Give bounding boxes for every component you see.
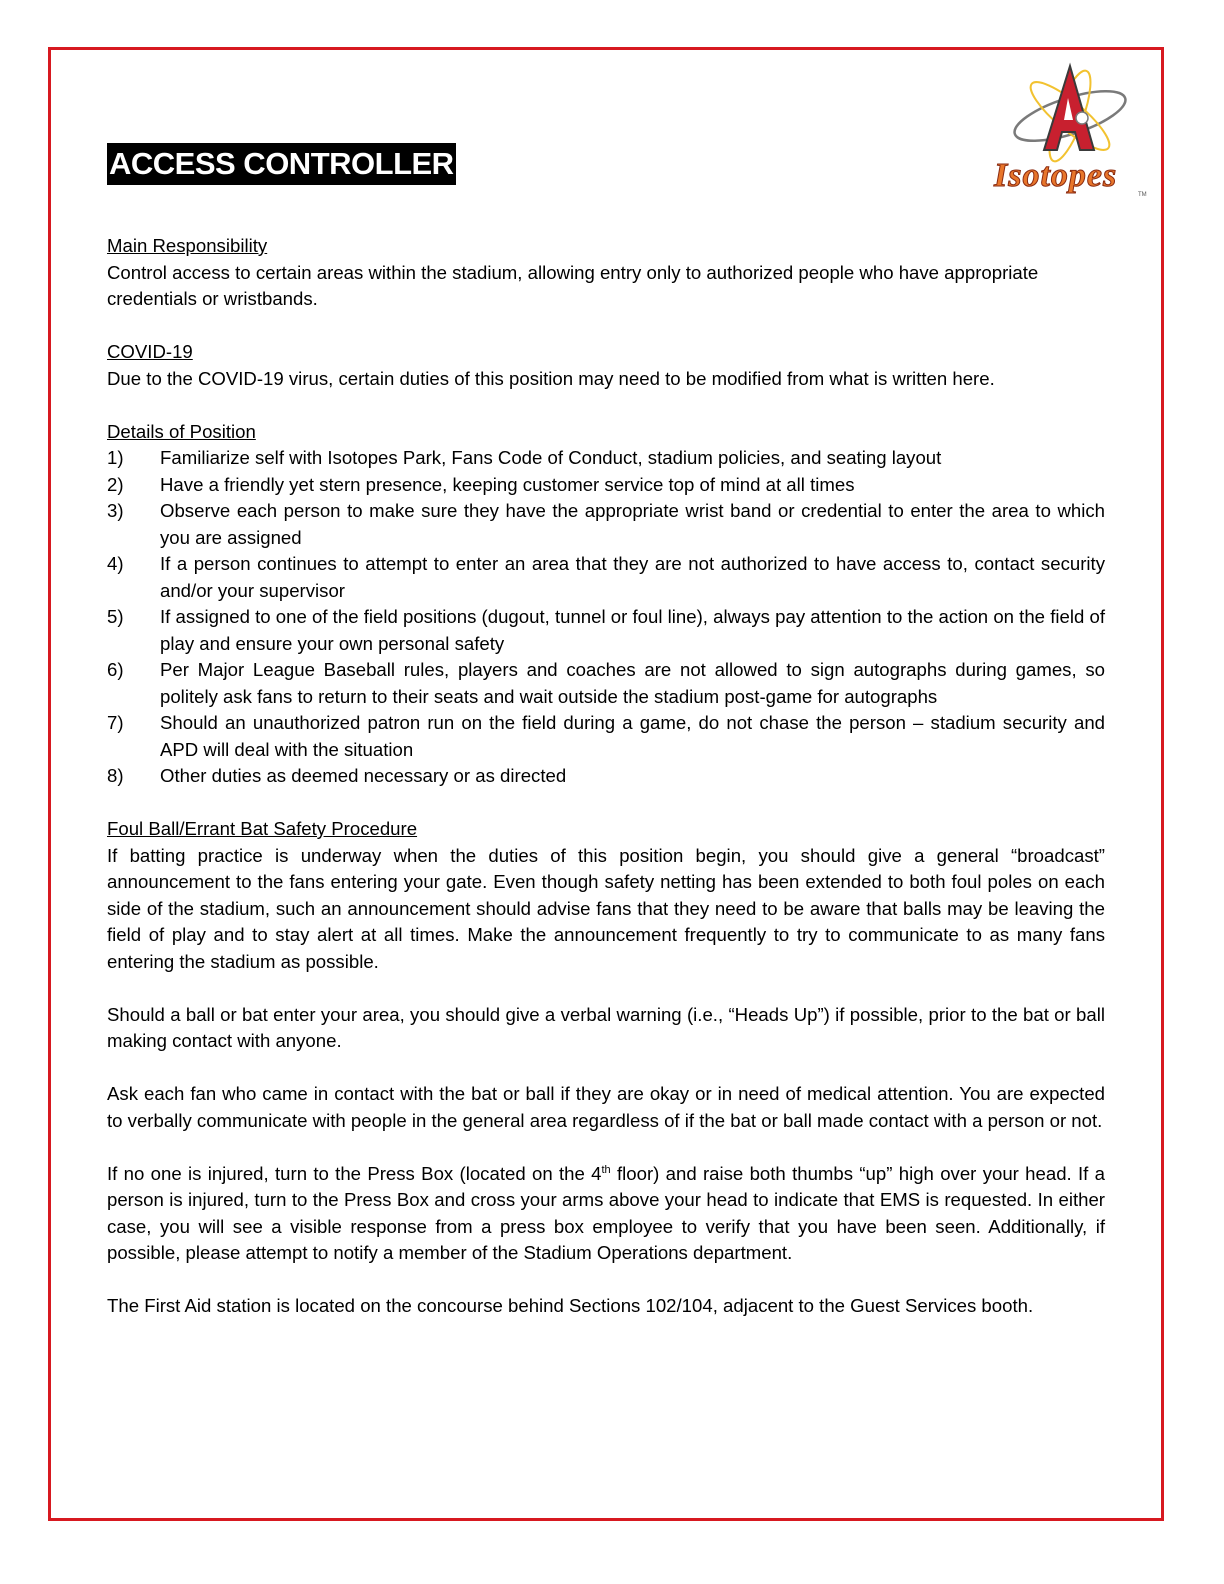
duties-list	[107, 445, 1105, 790]
covid-section	[107, 339, 1105, 392]
duty-number: 4)	[107, 553, 124, 574]
foul-ball-paragraph-4	[107, 1161, 1105, 1267]
duty-item	[107, 498, 1105, 551]
foul-ball-section	[107, 816, 1105, 1320]
isotopes-logo	[990, 58, 1152, 208]
paragraph-4-part-1: If no one is injured, turn to the Press Box (located on the 4	[107, 1162, 602, 1184]
duty-number: 6)	[107, 659, 124, 680]
duty-item	[107, 763, 1105, 790]
duty-item	[107, 657, 1105, 710]
foul-ball-paragraph-2: Should a ball or bat enter your area, you should give a verbal warning (i.e., “Heads Up”) if possible, prior to the bat or ball making contact with anyone.	[107, 1003, 1105, 1051]
duty-item	[107, 472, 1105, 499]
duty-item	[107, 551, 1105, 604]
duty-text: Other duties as deemed necessary or as directed	[160, 765, 567, 786]
main-responsibility-section	[107, 233, 1105, 313]
ordinal-suffix: th	[601, 1163, 611, 1176]
document-body	[107, 233, 1105, 1320]
first-aid-paragraph: The First Aid station is located on the concourse behind Sections 102/104, adjacent to the Guest Services booth.	[107, 1295, 1034, 1316]
duty-text: Observe each person to make sure they have the appropriate wrist band or credential to enter the area to which you are assigned	[160, 500, 1105, 548]
duty-number: 8)	[107, 765, 124, 786]
duty-text: Should an unauthorized patron run on the field during a game, do not chase the person – stadium security and APD will deal with the situation	[160, 712, 1105, 760]
duty-text: If assigned to one of the field positions (dugout, tunnel or foul line), always pay attention to the action on the field of play and ensure your own personal safety	[160, 606, 1105, 654]
covid-heading: COVID-19	[107, 341, 193, 362]
duty-item	[107, 710, 1105, 763]
logo-wordmark: Isotopes	[994, 157, 1118, 194]
logo-trademark: TM	[1138, 192, 1147, 198]
duty-item	[107, 445, 1105, 472]
page-title: ACCESS CONTROLLER	[107, 143, 456, 185]
main-responsibility-heading: Main Responsibility	[107, 235, 268, 256]
duty-number: 1)	[107, 447, 124, 468]
duty-text: If a person continues to attempt to enter an area that they are not authorized to have access to, contact security and/or your supervisor	[160, 553, 1105, 601]
duty-text: Have a friendly yet stern presence, keeping customer service top of mind at all times	[160, 473, 855, 495]
isotopes-logo-graphic	[990, 58, 1152, 208]
foul-ball-paragraph-1: If batting practice is underway when the duties of this position begin, you should give a general “broadcast” announcement to the fans entering your gate. Even though safety netting has been extended to both foul poles on each side of the stadium, such an announcement should advise fans that they need to be aware that balls may be leaving the field of play and to stay alert at all times. Make the announcement frequently to try to communicate to as many fans entering the stadium as possible.	[107, 844, 1105, 972]
duty-number: 3)	[107, 500, 124, 521]
duty-number: 5)	[107, 606, 124, 627]
duty-number: 7)	[107, 712, 124, 733]
foul-ball-heading: Foul Ball/Errant Bat Safety Procedure	[107, 818, 418, 839]
duty-text: Per Major League Baseball rules, players and coaches are not allowed to sign autographs during games, so politely ask fans to return to their seats and wait outside the stadium post-game for autographs	[160, 659, 1105, 707]
details-heading: Details of Position	[107, 420, 256, 442]
covid-text: Due to the COVID-19 virus, certain duties of this position may need to be modified from what is written here.	[107, 367, 995, 389]
foul-ball-paragraph-3: Ask each fan who came in contact with the bat or ball if they are okay or in need of medical attention. You are expected to verbally communicate with people in the general area regardless of if the bat or ball made contact with a person or not.	[107, 1083, 1105, 1131]
duty-text: Familiarize self with Isotopes Park, Fans Code of Conduct, stadium policies, and seating layout	[160, 447, 942, 468]
duty-number: 2)	[107, 473, 124, 495]
main-responsibility-text: Control access to certain areas within the stadium, allowing entry only to authorized people who have appropriate credentials or wristbands.	[107, 261, 1039, 309]
details-section	[107, 419, 1105, 790]
duty-item	[107, 604, 1105, 657]
paragraph-4-part-2: floor) and raise both thumbs “up” high over your head. If a person is injured, turn to the Press Box and cross your arms above your head to indicate that EMS is requested. In either case, you will see a visible response from a press box employee to verify that you have been seen. Additionally, if possible, please attempt to notify a member of the Stadium Operations department.	[107, 1162, 1105, 1263]
